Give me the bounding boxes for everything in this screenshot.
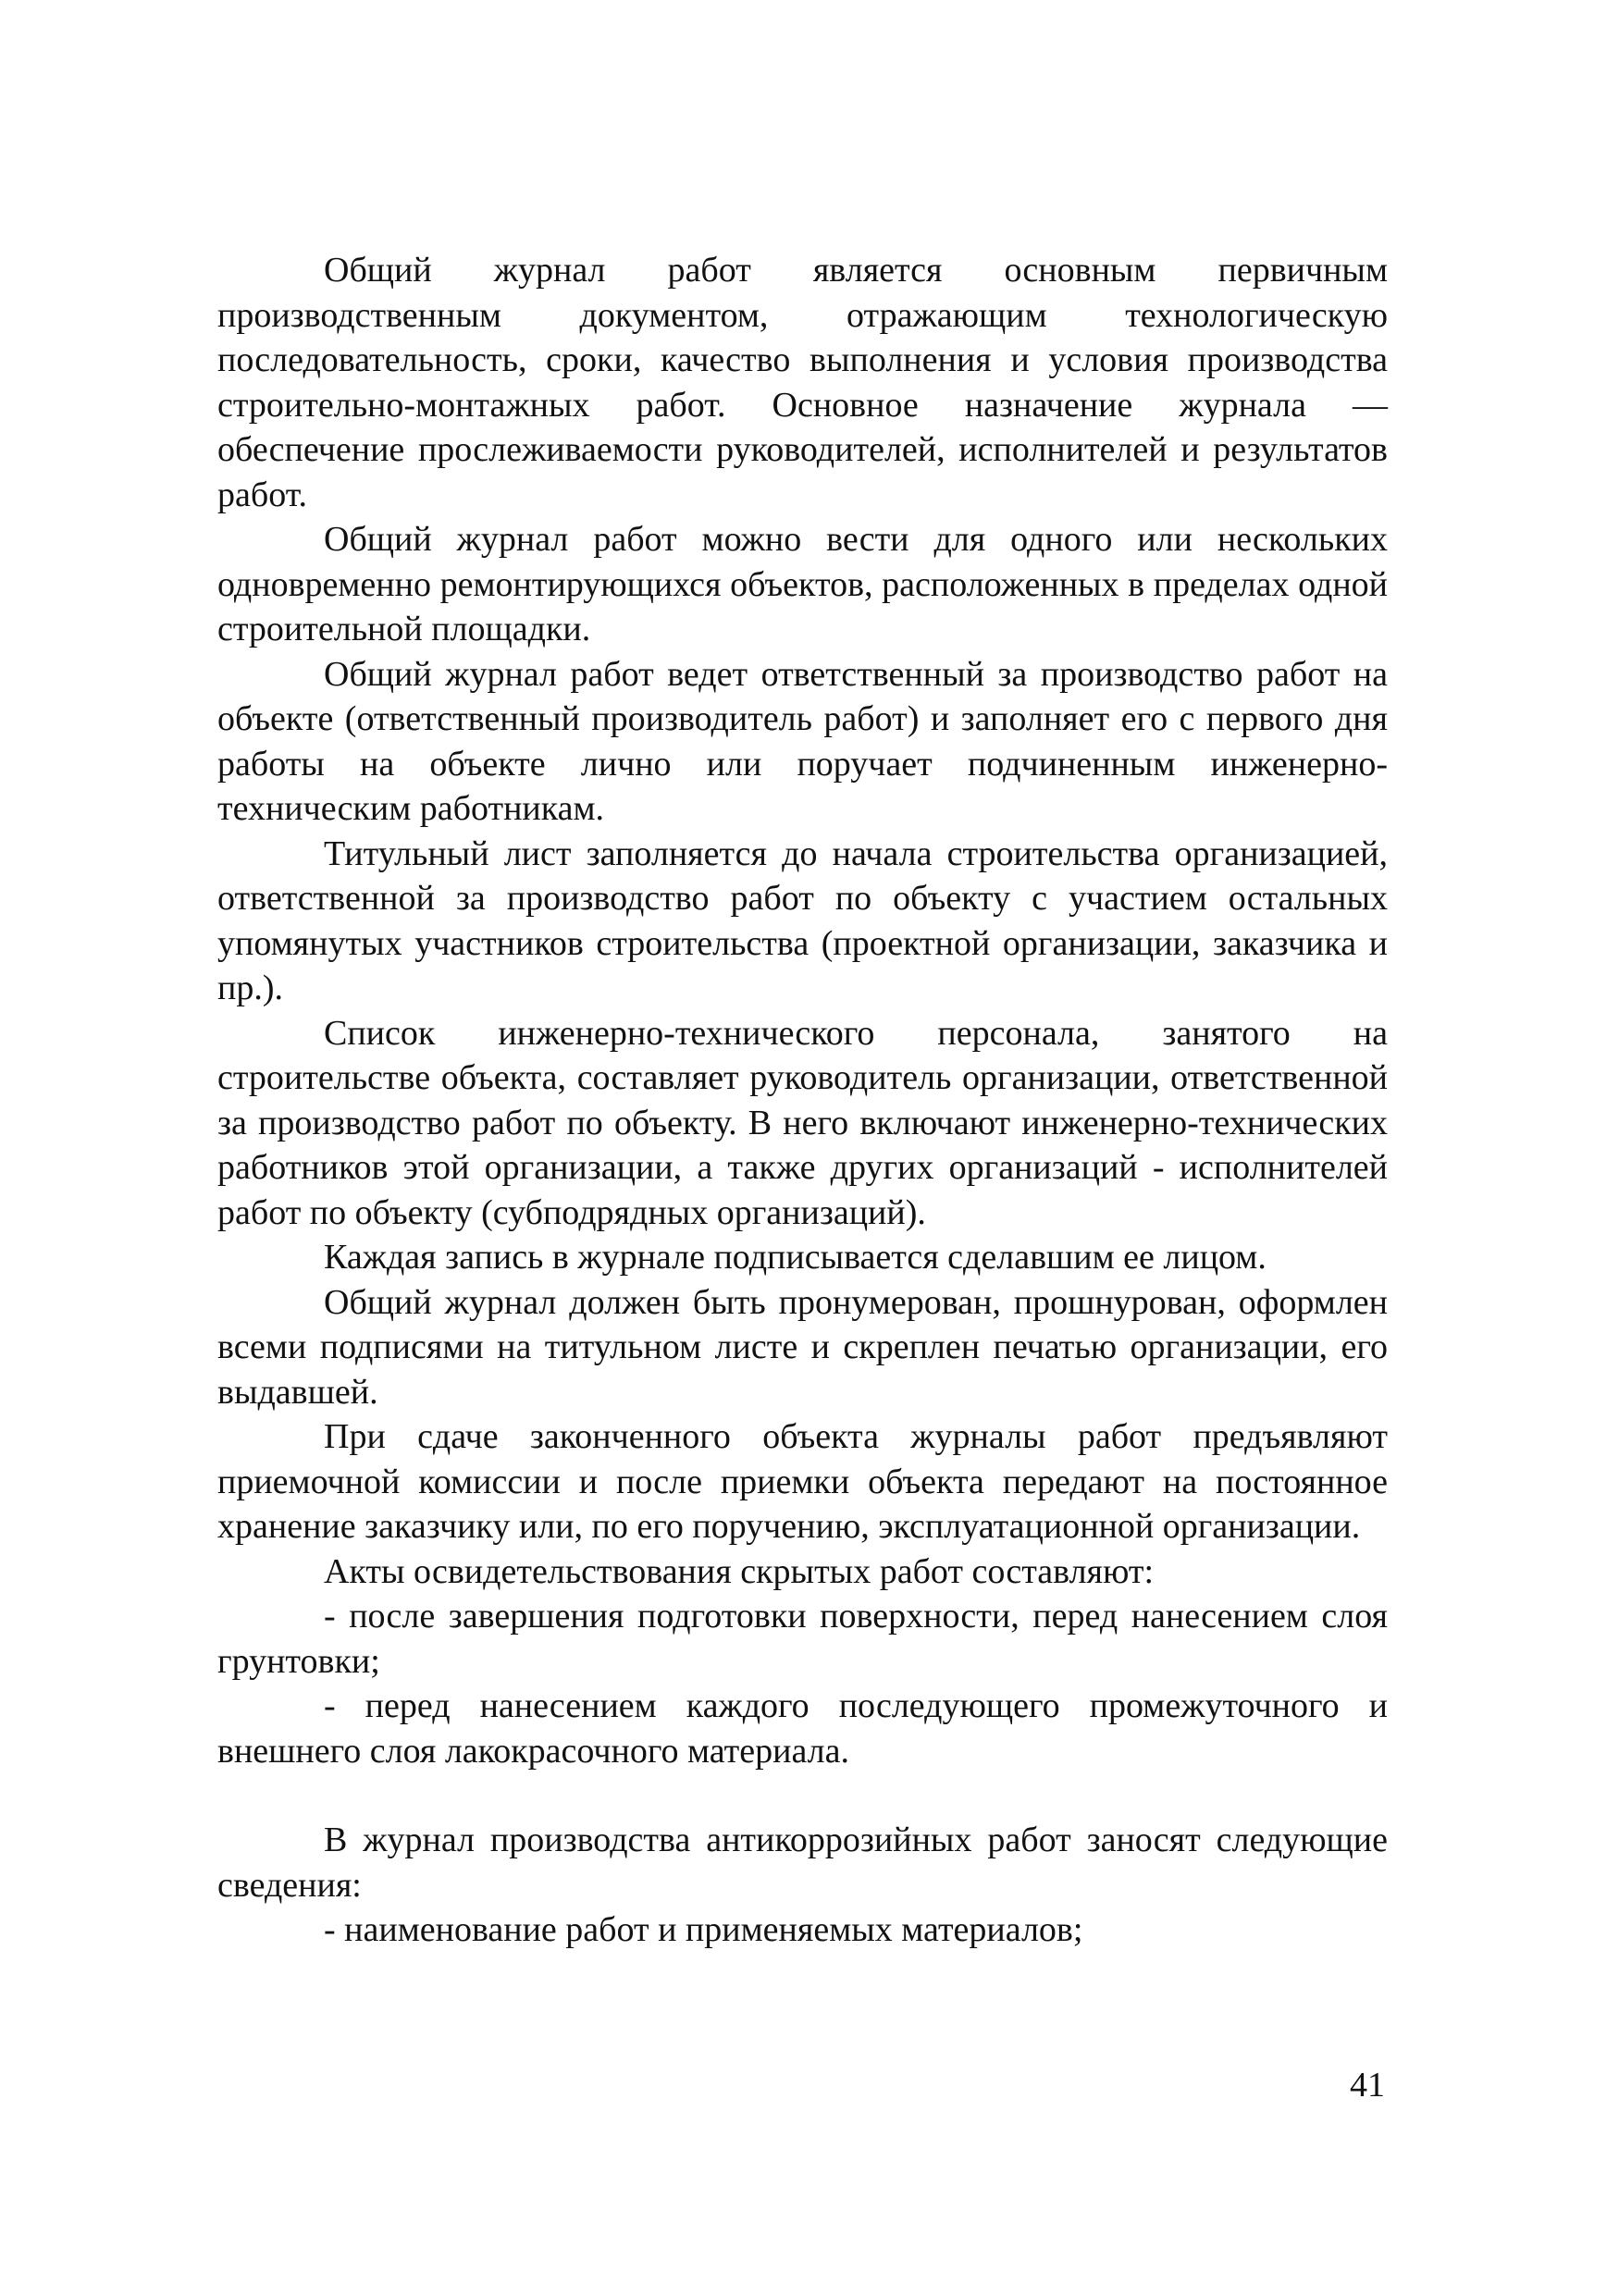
paragraph-general-journal-purpose: Общий журнал работ является основным первичным производственным документом, отражающим технологическую последовательность, сроки, качество выполнения и условия производства строительно-монтажных работ. Основное назначение журнала — обеспечение прослеживаемости руководителей, исполнителей и результатов работ. <box>217 251 1388 514</box>
paragraph-multiple-objects: Общий журнал работ можно вести для одного или нескольких одновременно ремонтирующихся объектов, расположенных в пределах одной строительной площадки. <box>217 520 1388 648</box>
paragraph-title-sheet: Титульный лист заполняется до начала строительства организацией, ответственной за производство работ по объекту с участием остальных упомянутых участников строительства (проектной организации, заказчика и пр.). <box>217 833 1388 1007</box>
list-item-works-materials: - наименование работ и применяемых материалов; <box>324 1910 1083 1949</box>
page-number: 41 <box>1350 2066 1385 2105</box>
paragraph-journal-binding: Общий журнал должен быть пронумерован, прошнурован, оформлен всеми подписями на титульном листе и скреплен печатью организации, его выдавшей. <box>217 1282 1388 1412</box>
body-text <box>217 248 1388 1953</box>
paragraph-anticorrosion-journal: В журнал производства антикоррозийных работ заносят следующие сведения: <box>217 1821 1388 1905</box>
paragraph-personnel-list: Список инженерно-технического персонала, занятого на строительстве объекта, составляет руководитель организации, ответственной за производство работ по объекту. В него включают инженерно-технических работников этой организации, а также других организаций - исполнителей работ по объекту (субподрядных организаций). <box>217 1013 1388 1232</box>
list-item-surface-preparation: - после завершения подготовки поверхности, перед нанесением слоя грунтовки; <box>217 1597 1388 1681</box>
paragraph-responsible-person: Общий журнал работ ведет ответственный за производство работ на объекте (ответственный производитель работ) и заполняет его с первого дня работы на объекте лично или поручает подчиненным инженерно-техническим работникам. <box>217 654 1388 828</box>
paragraph-entry-signature: Каждая запись в журнале подписывается сделавшим ее лицом. <box>324 1238 1267 1277</box>
paragraph-hidden-works-acts: Акты освидетельствования скрытых работ составляют: <box>324 1551 1155 1591</box>
paragraph-handover: При сдаче законченного объекта журналы работ предъявляют приемочной комиссии и после приемки объекта передают на постоянное хранение заказчику или, по его поручению, эксплуатационной организации. <box>217 1417 1388 1546</box>
list-item-paint-layers: - перед нанесением каждого последующего промежуточного и внешнего слоя лакокрасочного материала. <box>217 1686 1388 1771</box>
